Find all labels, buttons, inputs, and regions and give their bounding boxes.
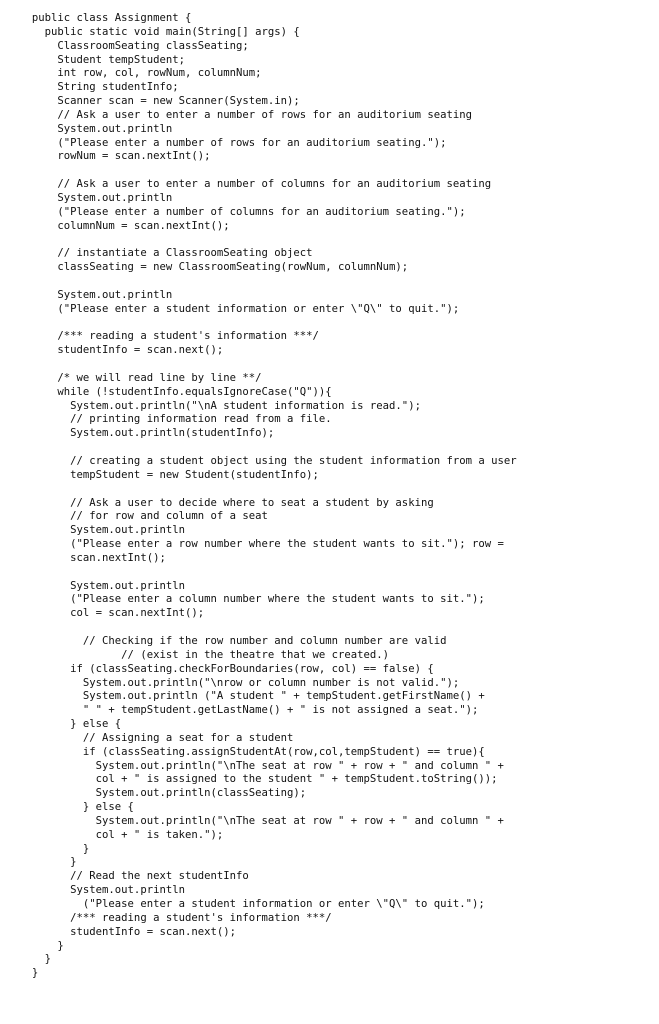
code-line: " " + tempStudent.getLastName() + " is not assigned a seat."); — [0, 704, 479, 717]
code-line: // Checking if the row number and column number are valid — [0, 634, 447, 647]
code-line: int row, col, rowNum, columnNum; — [0, 67, 262, 80]
code-line — [0, 275, 659, 289]
code-line: while (!studentInfo.equalsIgnoreCase("Q")){ — [0, 385, 332, 398]
code-line: } — [0, 939, 64, 952]
code-line: // (exist in the theatre that we created.) — [0, 648, 390, 661]
code-line: } else { — [0, 801, 134, 814]
code-line: ("Please enter a number of columns for an auditorium seating."); — [0, 205, 466, 218]
code-line: ("Please enter a row number where the student wants to sit."); row = — [0, 538, 504, 551]
code-line: classSeating = new ClassroomSeating(rowNum, columnNum); — [0, 261, 409, 274]
code-line — [0, 164, 659, 178]
code-line: ClassroomSeating classSeating; — [0, 39, 249, 52]
code-line: // Ask a user to decide where to seat a student by asking — [0, 496, 434, 509]
code-line: public static void main(String[] args) { — [0, 25, 300, 38]
code-line: public class Assignment { — [0, 12, 192, 24]
code-line: System.out.println(classSeating); — [0, 787, 307, 800]
code-line: System.out.println — [0, 579, 185, 592]
code-line: System.out.println — [0, 884, 185, 897]
code-line: System.out.println("\nThe seat at row " + row + " and column " + — [0, 759, 504, 772]
code-line — [0, 317, 659, 331]
code-line: // Read the next studentInfo — [0, 870, 249, 883]
code-line — [0, 441, 659, 455]
code-line: /*** reading a student's information ***/ — [0, 330, 319, 343]
code-line: ("Please enter a column number where the student wants to sit."); — [0, 593, 485, 606]
code-line: ("Please enter a student information or enter \"Q\" to quit."); — [0, 898, 485, 910]
code-line — [0, 358, 659, 372]
code-line: // Ask a user to enter a number of columns for an auditorium seating — [0, 178, 492, 191]
code-line: col = scan.nextInt(); — [0, 607, 205, 620]
code-line: } — [0, 967, 39, 980]
code-line: } — [0, 953, 52, 966]
code-line — [0, 566, 659, 580]
code-line: if (classSeating.checkForBoundaries(row, col) == false) { — [0, 662, 434, 675]
code-line: System.out.println — [0, 122, 173, 135]
code-line: tempStudent = new Student(studentInfo); — [0, 468, 319, 481]
code-line: System.out.println(studentInfo); — [0, 427, 275, 440]
code-line: // printing information read from a file. — [0, 413, 332, 426]
code-line: } — [0, 842, 90, 855]
code-line: } else { — [0, 718, 122, 731]
code-line — [0, 234, 659, 248]
code-line: } — [0, 856, 77, 869]
code-line: System.out.println("\nA student information is read."); — [0, 399, 421, 412]
code-line: String studentInfo; — [0, 81, 179, 94]
code-line: rowNum = scan.nextInt(); — [0, 150, 211, 163]
code-line: col + " is assigned to the student " + tempStudent.toString()); — [0, 773, 498, 786]
code-line: // Assigning a seat for a student — [0, 731, 294, 744]
code-line: System.out.println("\nThe seat at row " + row + " and column " + — [0, 814, 504, 827]
code-line: System.out.println("\nrow or column number is not valid."); — [0, 676, 460, 689]
code-line: // Ask a user to enter a number of rows for an auditorium seating — [0, 108, 472, 121]
code-line: columnNum = scan.nextInt(); — [0, 219, 230, 232]
code-line: ("Please enter a student information or enter \"Q\" to quit."); — [0, 302, 460, 315]
code-line: // for row and column of a seat — [0, 510, 268, 523]
code-line: col + " is taken."); — [0, 828, 224, 841]
code-line: /* we will read line by line **/ — [0, 371, 262, 384]
code-line: scan.nextInt(); — [0, 551, 166, 564]
code-line: Scanner scan = new Scanner(System.in); — [0, 95, 300, 108]
code-line: Student tempStudent; — [0, 53, 185, 66]
code-line: studentInfo = scan.next(); — [0, 344, 224, 357]
code-line — [0, 483, 659, 497]
code-listing — [0, 12, 659, 981]
code-line: // instantiate a ClassroomSeating object — [0, 247, 313, 260]
code-line: System.out.println — [0, 288, 173, 301]
code-line: ("Please enter a number of rows for an auditorium seating."); — [0, 136, 447, 149]
code-line — [0, 621, 659, 635]
code-line: studentInfo = scan.next(); — [0, 925, 236, 938]
code-line: System.out.println — [0, 191, 173, 204]
code-line: // creating a student object using the student information from a user — [0, 455, 517, 467]
code-line: System.out.println — [0, 524, 185, 537]
code-line: System.out.println ("A student " + tempStudent.getFirstName() + — [0, 690, 485, 703]
code-line: if (classSeating.assignStudentAt(row,col,tempStudent) == true){ — [0, 745, 485, 758]
code-line: /*** reading a student's information ***/ — [0, 911, 332, 924]
